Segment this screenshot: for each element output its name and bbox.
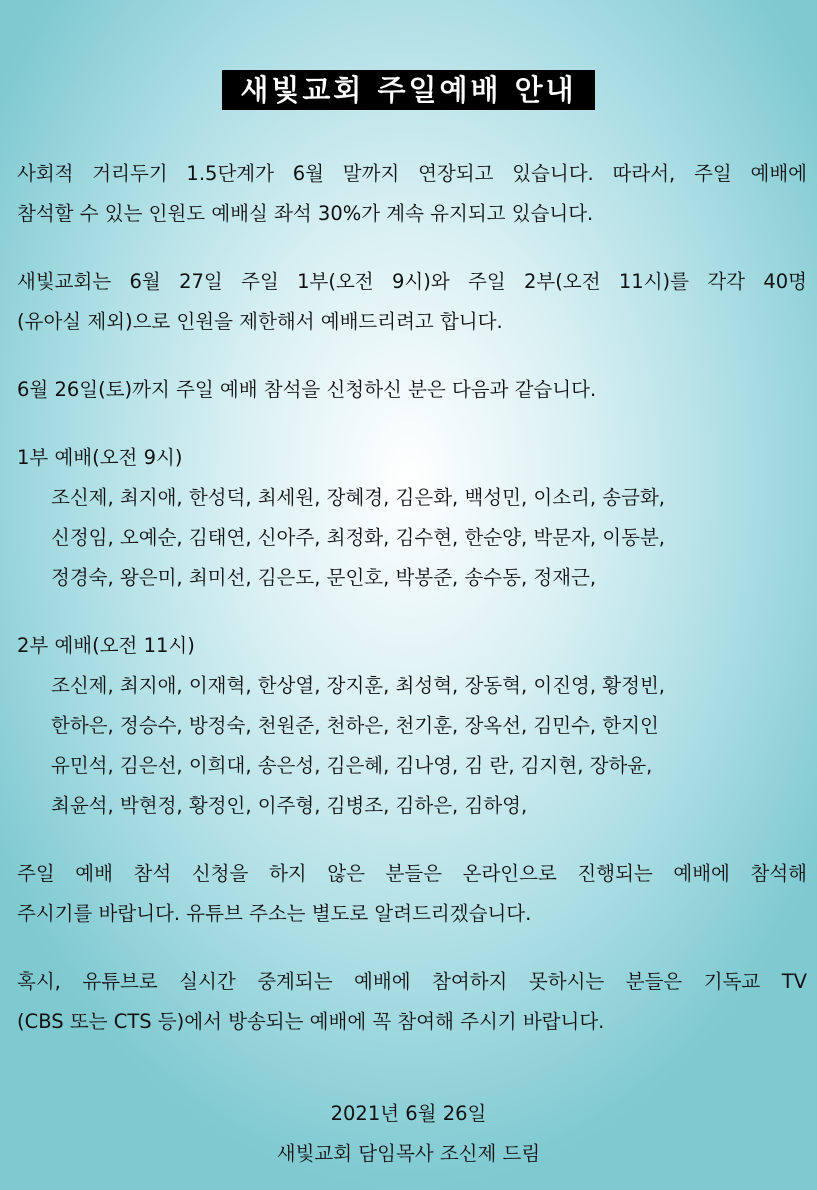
name-line: 최윤석, 박현정, 황정인, 이주형, 김병조, 김하은, 김하영, [51, 794, 528, 817]
paragraph-line: 혹시, 유튜브로 실시간 중계되는 예배에 참여하지 못하시는 분들은 기독교 TV [17, 970, 807, 993]
paragraph-line: 참석할 수 있는 인원도 예배실 좌석 30%가 계속 유지되고 있습니다. [17, 202, 594, 225]
paragraph-line: 새빛교회는 6월 27일 주일 1부(오전 9시)와 주일 2부(오전 11시)를 각각 40명 [17, 270, 807, 293]
notice-body [17, 154, 807, 1070]
paragraph-line: (유아실 제외)으로 인원을 제한해서 예배드리려고 합니다. [17, 310, 503, 333]
name-line: 신정임, 오예순, 김태연, 신아주, 최정화, 김수현, 한순양, 박문자, 이동분, [51, 526, 665, 549]
title-container [0, 70, 817, 110]
notice-signature: 새빛교회 담임목사 조신제 드림 [276, 1142, 541, 1165]
name-line: 유민석, 김은선, 이희대, 송은성, 김은혜, 김나영, 김 란, 김지현, 장하윤, [51, 754, 653, 777]
paragraph-line: 주일 예배 참석 신청을 하지 않은 분들은 온라인으로 진행되는 예배에 참석해 [17, 862, 807, 885]
paragraph-online-worship [17, 854, 807, 934]
name-line: 조신제, 최지애, 이재혁, 한상열, 장지훈, 최성혁, 장동혁, 이진영, 황정빈, [51, 674, 665, 697]
paragraph-line: 주시기를 바랍니다. 유튜브 주소는 별도로 알려드리겠습니다. [17, 902, 532, 925]
paragraph-line: (CBS 또는 CTS 등)에서 방송되는 예배에 꼭 참여해 주시기 바랍니다. [17, 1010, 605, 1033]
name-line: 조신제, 최지애, 한성덕, 최세원, 장혜경, 김은화, 백성민, 이소리, 송금화, [51, 486, 665, 509]
paragraph-distancing [17, 154, 807, 234]
paragraph-line: 사회적 거리두기 1.5단계가 6월 말까지 연장되고 있습니다. 따라서, 주일 예배에 [17, 162, 807, 185]
service1-names [51, 478, 807, 598]
service2-heading: 2부 예배(오전 11시) [17, 634, 195, 657]
paragraph-tv-broadcast [17, 962, 807, 1042]
name-line: 정경숙, 왕은미, 최미선, 김은도, 문인호, 박봉준, 송수동, 정재근, [51, 566, 597, 589]
page-title: 새빛교회 주일예배 안내 [222, 70, 594, 110]
service1-heading: 1부 예배(오전 9시) [17, 446, 183, 469]
notice-date: 2021년 6월 26일 [330, 1102, 487, 1125]
signature-block [0, 1094, 817, 1174]
service2-names [51, 666, 807, 826]
paragraph-list-intro [17, 370, 807, 410]
name-line: 한하은, 정승수, 방정숙, 천원준, 천하은, 천기훈, 장옥선, 김민수, 한지인 [51, 714, 659, 737]
paragraph-attendance-limit [17, 262, 807, 342]
paragraph-line: 6월 26일(토)까지 주일 예배 참석을 신청하신 분은 다음과 같습니다. [17, 378, 597, 401]
